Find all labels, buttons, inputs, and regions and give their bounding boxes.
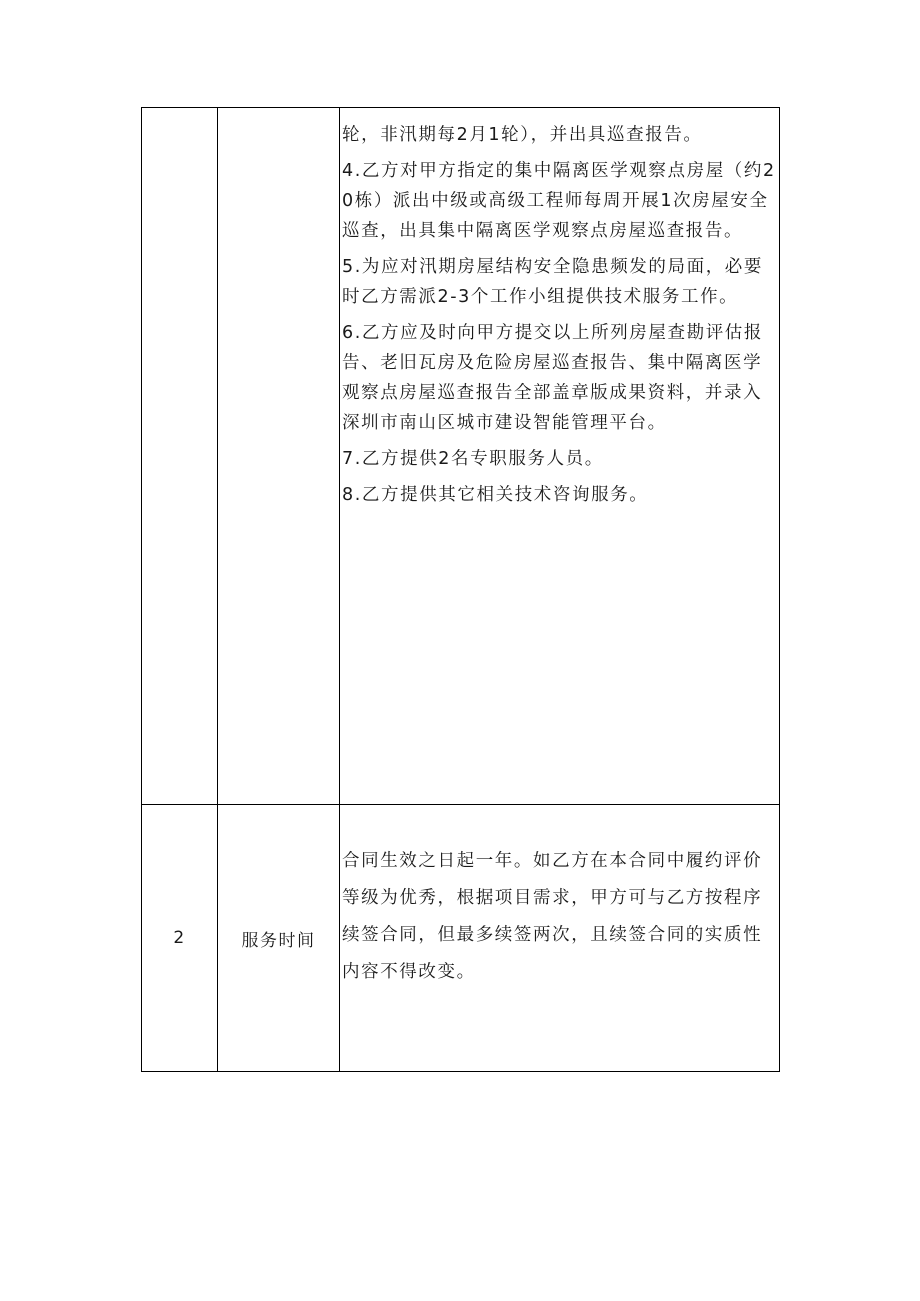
service-content-cell	[340, 805, 780, 1072]
table-row	[142, 108, 780, 805]
content-paragraph: 合同生效之日起一年。如乙方在本合同中履约评价等级为优秀，根据项目需求，甲方可与乙方按程序续签合同，但最多续签两次，且续签合同的实质性内容不得改变。	[342, 851, 763, 982]
service-item-cell	[218, 108, 340, 805]
content-paragraph: 5.为应对汛期房屋结构安全隐患频发的局面，必要时乙方需派2-3个工作小组提供技术服务工作。	[342, 257, 763, 307]
table-row	[142, 805, 780, 1072]
service-content-cell	[340, 108, 780, 805]
content-paragraph: 7.乙方提供2名专职服务人员。	[342, 449, 604, 469]
row-number-cell: 2	[142, 805, 218, 1072]
contract-table	[141, 107, 780, 1072]
service-item-cell: 服务时间	[218, 805, 340, 1072]
row-number-cell	[142, 108, 218, 805]
content-paragraph: 4.乙方对甲方指定的集中隔离医学观察点房屋（约20栋）派出中级或高级工程师每周开展1次房屋安全巡查，出具集中隔离医学观察点房屋巡查报告。	[342, 161, 776, 241]
content-paragraph: 6.乙方应及时向甲方提交以上所列房屋查勘评估报告、老旧瓦房及危险房屋巡查报告、集中隔离医学观察点房屋巡查报告全部盖章版成果资料，并录入深圳市南山区城市建设智能管理平台。	[342, 323, 763, 433]
content-paragraph: 8.乙方提供其它相关技术咨询服务。	[342, 485, 649, 505]
content-paragraph: 轮，非汛期每2月1轮），并出具巡查报告。	[342, 125, 703, 145]
